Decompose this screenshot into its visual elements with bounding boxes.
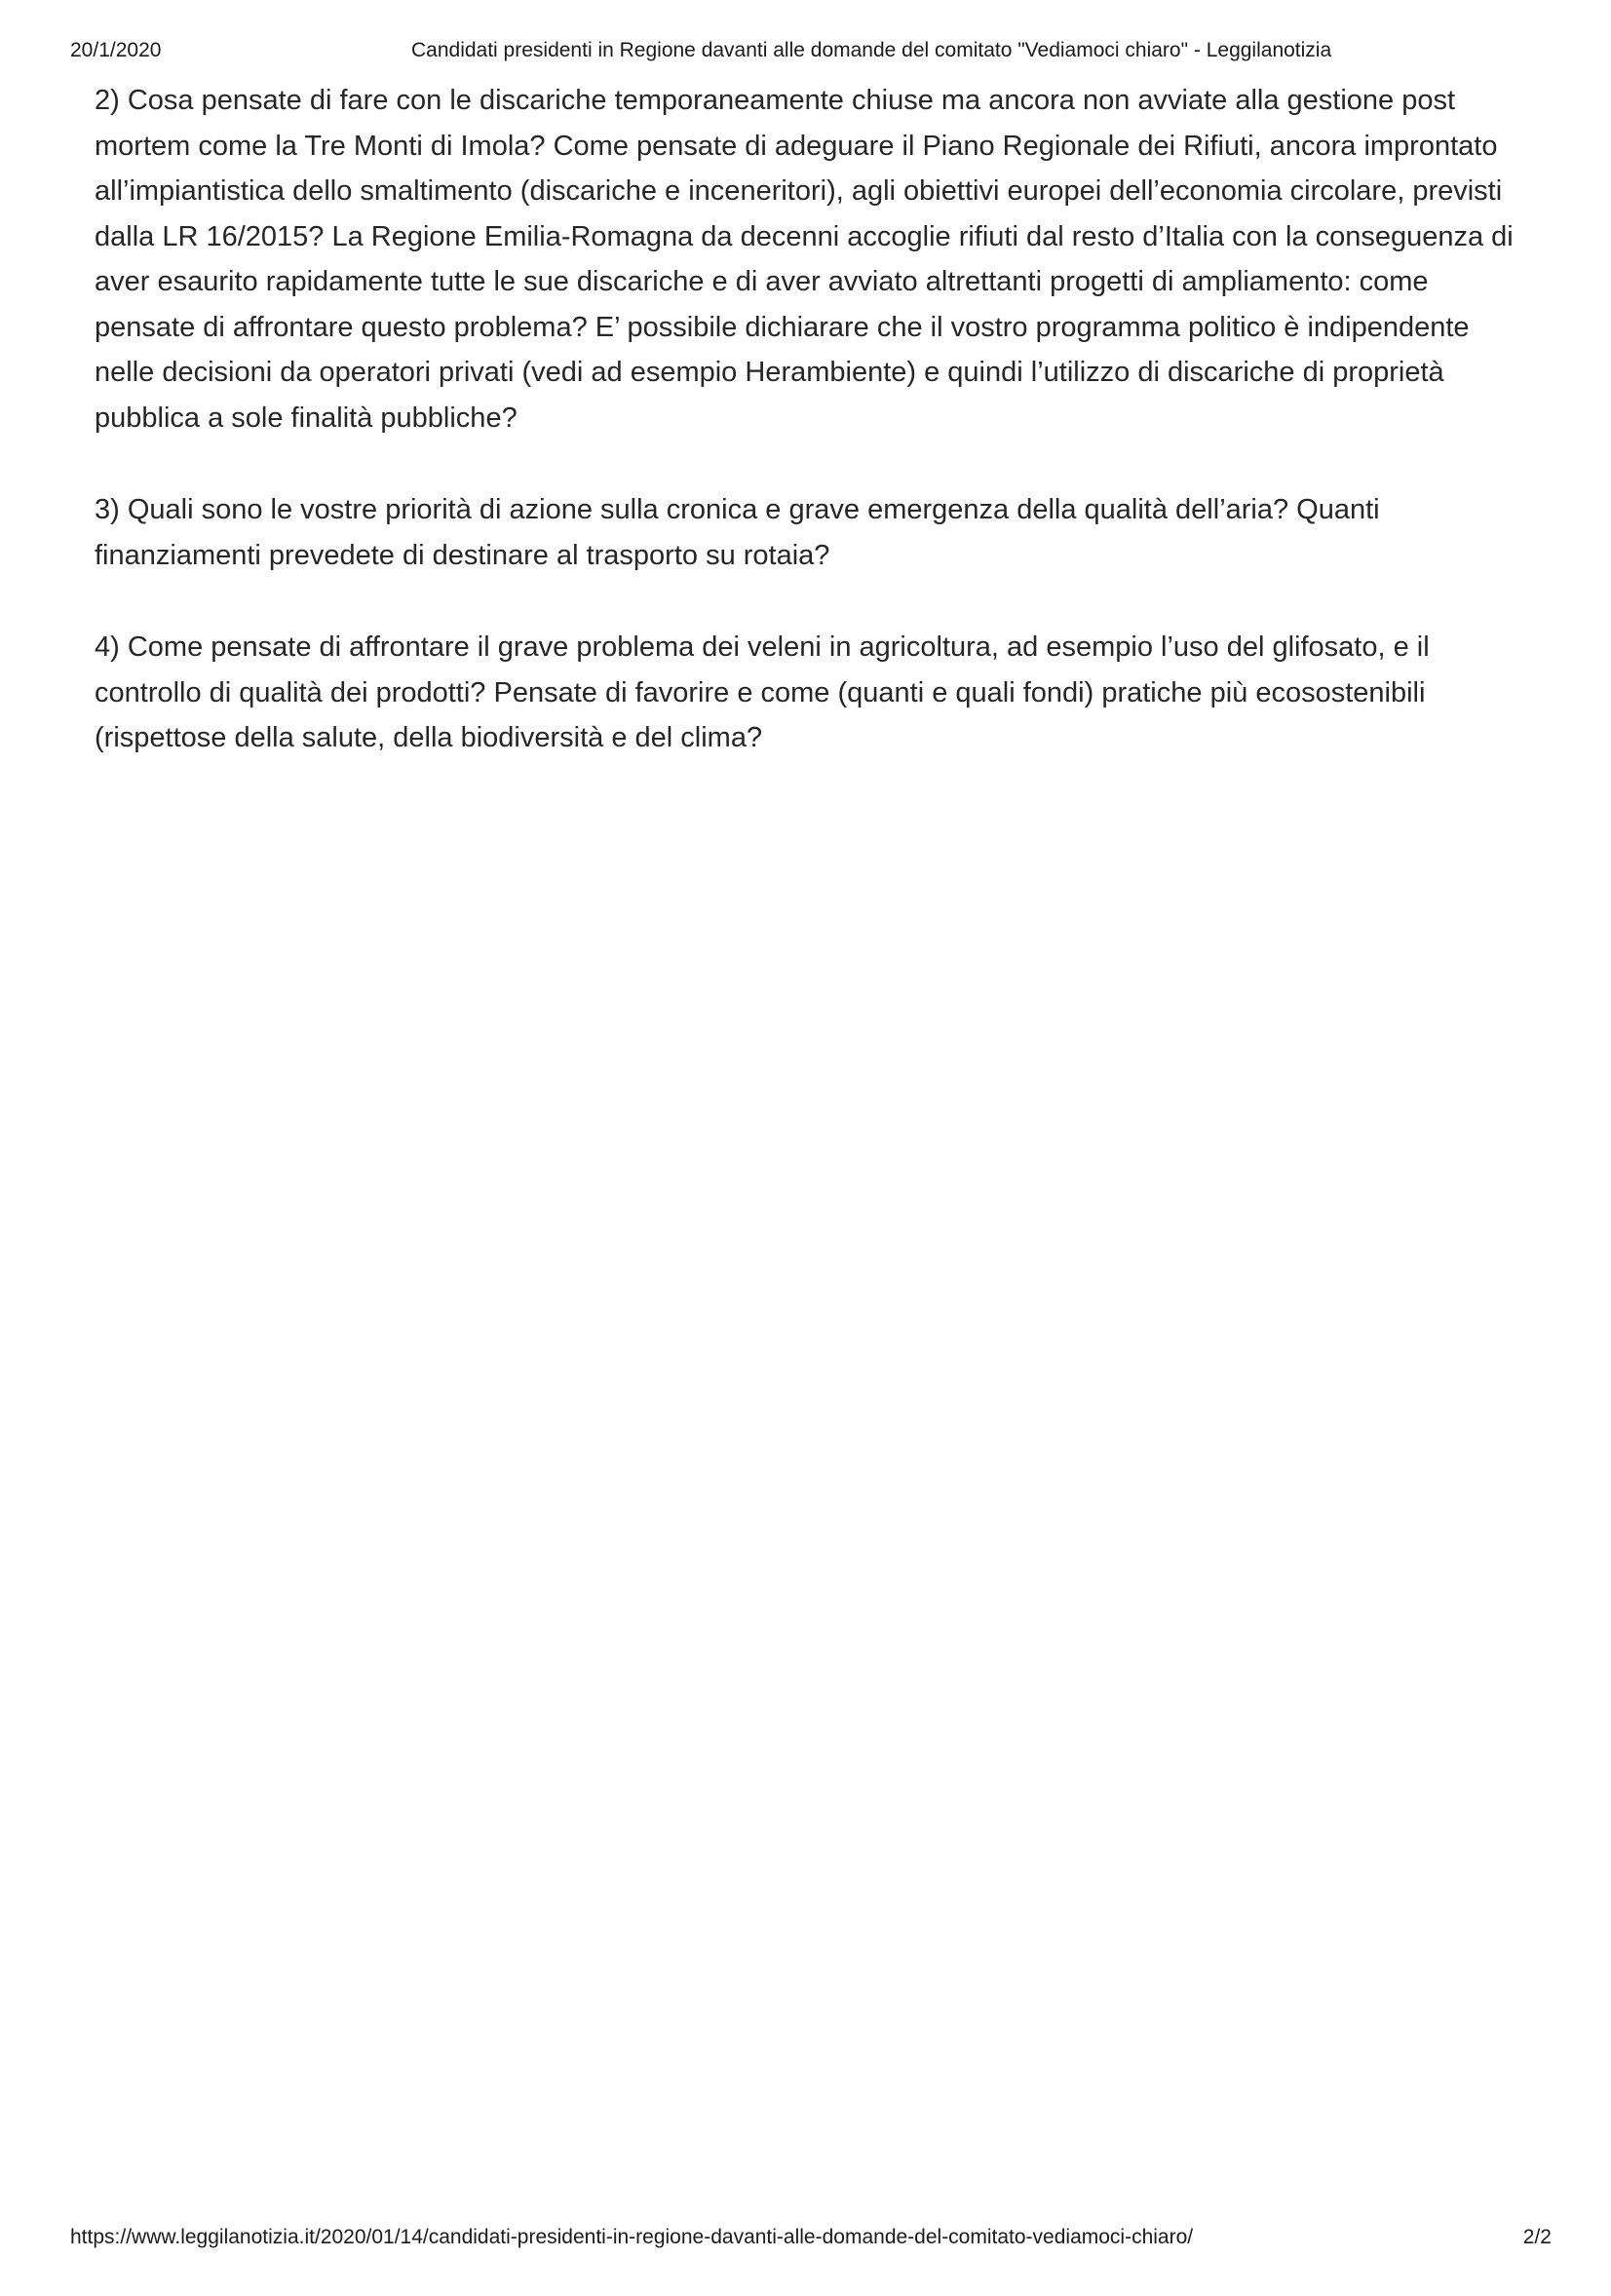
print-header	[70, 39, 1552, 68]
document-title: Candidati presidenti in Regione davanti alle domande del comitato "Vediamoci chiaro" - Leggilanotizia	[411, 39, 1332, 61]
page-number: 2/2	[1522, 2226, 1552, 2248]
print-date: 20/1/2020	[70, 39, 162, 61]
print-footer	[70, 2226, 1552, 2296]
question-2-paragraph: 2) Cosa pensate di fare con le discariche temporaneamente chiuse ma ancora non avviate alla gestione post mortem come la Tre Monti di Imola? Come pensate di adeguare il Piano Regionale dei Rifiuti, ancora improntato all’impiantistica dello smaltimento (discariche e inceneritori), agli obiettivi europei dell’economia circolare, previsti dalla LR 16/2015? La Regione Emilia-Romagna da decenni accoglie rifiuti dal resto d’Italia con la conseguenza di aver esaurito rapidamente tutte le sue discariche e di aver avviato altrettanti progetti di ampliamento: come pensate di affrontare questo problema? E’ possibile dichiarare che il vostro programma politico è indipendente nelle decisioni da operatori privati (vedi ad esempio Herambiente) e quindi l’utilizzo di discariche di proprietà pubblica a sole finalità pubbliche?	[95, 85, 1514, 434]
question-3-paragraph: 3) Quali sono le vostre priorità di azione sulla cronica e grave emergenza della qualità dell’aria? Quanti finanziamenti prevedete di destinare al trasporto su rotaia?	[95, 494, 1380, 571]
page-url: https://www.leggilanotizia.it/2020/01/14/candidati-presidenti-in-regione-davanti-alle-domande-del-comitato-vediamoci-chiaro/	[70, 2226, 1194, 2248]
article-body	[95, 78, 1517, 808]
question-4-paragraph: 4) Come pensate di affrontare il grave problema dei veleni in agricoltura, ad esempio l’uso del glifosato, e il controllo di qualità dei prodotti? Pensate di favorire e come (quanti e quali fondi) pratiche più ecosostenibili (rispettose della salute, della biodiversità e del clima?	[95, 631, 1430, 753]
